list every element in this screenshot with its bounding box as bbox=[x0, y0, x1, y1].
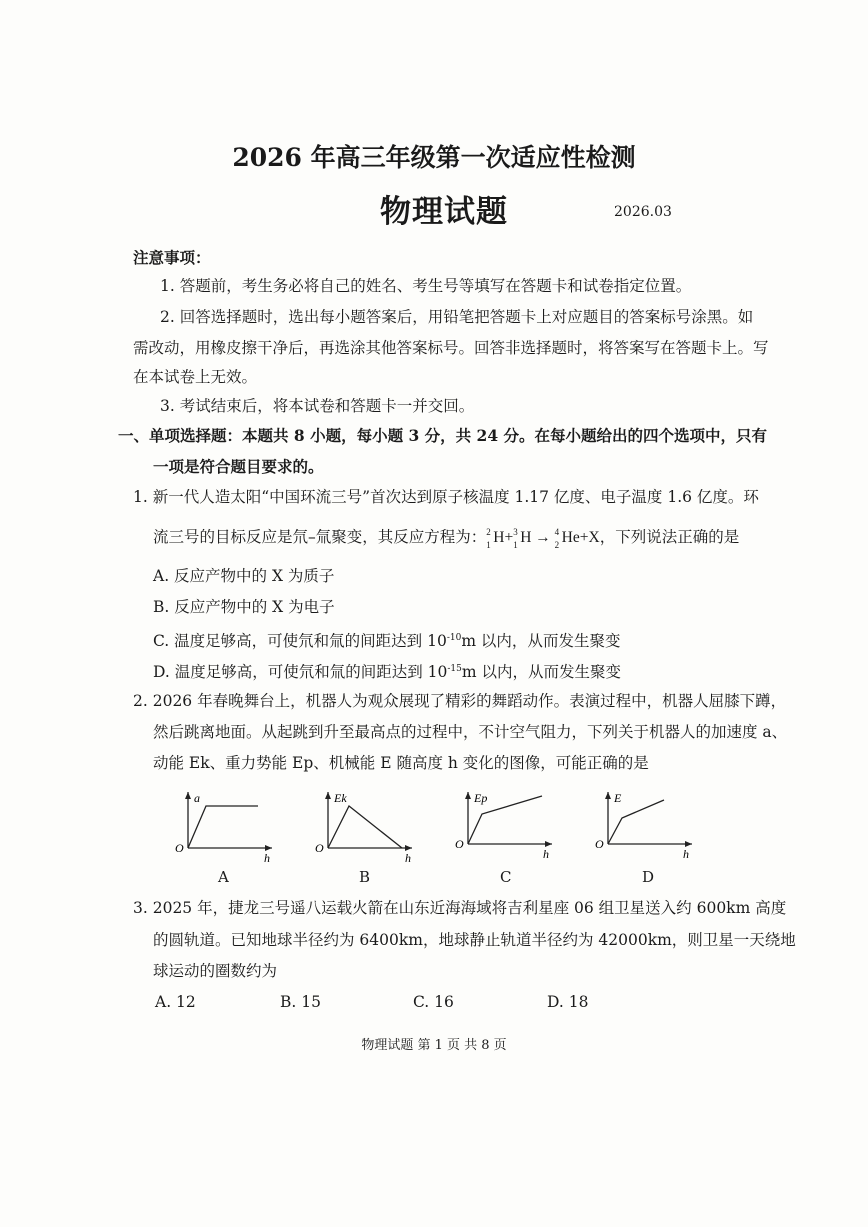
subject-title: 物理试题 bbox=[380, 194, 508, 230]
y-label: Ek bbox=[334, 791, 347, 805]
graph-curve bbox=[608, 800, 664, 844]
notice-heading: 注意事项： bbox=[133, 248, 211, 267]
y-axis-arrow bbox=[465, 792, 471, 799]
q3-option-c: C. 16 bbox=[413, 993, 454, 1011]
notice-item: 2. 回答选择题时，选出每小题答案后，用铅笔把答题卡上对应题目的答案标号涂黑。如 bbox=[160, 308, 754, 326]
section-heading: 一、单项选择题：本题共 8 小题，每小题 3 分，共 24 分。在每小题给出的四个选项中，只有 bbox=[118, 426, 768, 445]
graph-b bbox=[312, 788, 420, 864]
origin-label: O bbox=[175, 841, 184, 855]
graph-a-label: A bbox=[218, 868, 229, 886]
q2-stem-line: 动能 Ek、重力势能 Ep、机械能 E 随高度 h 变化的图像，可能正确的是 bbox=[153, 754, 649, 772]
exam-title: 2026 年高三年级第一次适应性检测 bbox=[232, 143, 636, 172]
q1-stem-line bbox=[153, 527, 739, 548]
q3-stem-line: 3. 2025 年，捷龙三号遥八运载火箭在山东近海海域将吉利星座 06 组卫星送入约 600km 高度 bbox=[133, 899, 787, 917]
q1-option-b: B. 反应产物中的 X 为电子 bbox=[153, 598, 335, 616]
origin-label: O bbox=[595, 837, 604, 851]
q2-stem-line: 然后跳离地面。从起跳到升至最高点的过程中，不计空气阻力，下列关于机器人的加速度 a、 bbox=[153, 723, 788, 741]
y-axis-arrow bbox=[185, 792, 191, 799]
graph-c-label: C bbox=[500, 868, 512, 886]
q3-stem-line: 球运动的圈数约为 bbox=[153, 962, 278, 980]
q2-stem-line: 2. 2026 年春晚舞台上，机器人为观众展现了精彩的舞蹈动作。表演过程中，机器人屈膝下蹲， bbox=[133, 692, 787, 710]
fusion-equation: 2 1 H+ 3 1 H → 4 2 He+X bbox=[486, 527, 600, 550]
graph-a bbox=[172, 788, 280, 864]
y-label: Ep bbox=[474, 791, 488, 805]
page-footer: 物理试题 第 1 页 共 8 页 bbox=[361, 1038, 507, 1053]
y-axis-arrow bbox=[325, 792, 331, 799]
q1-option-c: C. 温度足够高，可使氘和氚的间距达到 $10^{-10}m$ 以内，从而发生聚变 bbox=[153, 632, 621, 651]
q3-option-d: D. 18 bbox=[547, 993, 589, 1011]
origin-label: O bbox=[455, 837, 464, 851]
q1-option-d: D. 温度足够高，可使氘和氚的间距达到 $10^{-15}m$ 以内，从而发生聚变 bbox=[153, 663, 622, 682]
graph-curve bbox=[328, 806, 402, 848]
graph-d bbox=[592, 788, 700, 864]
q3-option-a: A. 12 bbox=[155, 993, 196, 1011]
graph-d-label: D bbox=[642, 868, 655, 886]
exam-date: 2026.03 bbox=[614, 204, 672, 220]
notice-item: 需改动，用橡皮擦干净后，再选涂其他答案标号。回答非选择题时，将答案写在答题卡上。写 bbox=[133, 339, 769, 357]
section-heading-cont: 一项是符合题目要求的。 bbox=[153, 457, 324, 476]
q1-option-a: A. 反应产物中的 X 为质子 bbox=[153, 567, 335, 585]
graph-curve bbox=[188, 806, 258, 848]
graph-c bbox=[452, 788, 560, 864]
notice-item: 3. 考试结束后，将本试卷和答题卡一并交回。 bbox=[160, 397, 475, 415]
x-label: h bbox=[405, 851, 411, 864]
y-axis-arrow bbox=[605, 792, 611, 799]
notice-item: 在本试卷上无效。 bbox=[133, 368, 258, 386]
x-label: h bbox=[264, 851, 270, 864]
origin-label: O bbox=[315, 841, 324, 855]
q3-option-b: B. 15 bbox=[280, 993, 321, 1011]
q1-stem-text: 流三号的目标反应是氘–氚聚变，其反应方程为： bbox=[153, 528, 487, 546]
y-label: E bbox=[614, 791, 622, 805]
q1-stem-text: ，下列说法正确的是 bbox=[599, 528, 740, 546]
graph-b-label: B bbox=[359, 868, 371, 886]
x-label: h bbox=[543, 847, 549, 861]
q1-stem-line: 1. 新一代人造太阳“中国环流三号”首次达到原子核温度 1.17 亿度、电子温度 1.6 亿度。环 bbox=[133, 488, 759, 506]
x-label: h bbox=[683, 847, 689, 861]
q3-stem-line: 的圆轨道。已知地球半径约为 6400km，地球静止轨道半径约为 42000km，则卫星一天绕地 bbox=[153, 931, 796, 949]
y-label: a bbox=[194, 791, 200, 805]
notice-item: 1. 答题前，考生务必将自己的姓名、考生号等填写在答题卡和试卷指定位置。 bbox=[160, 277, 692, 295]
